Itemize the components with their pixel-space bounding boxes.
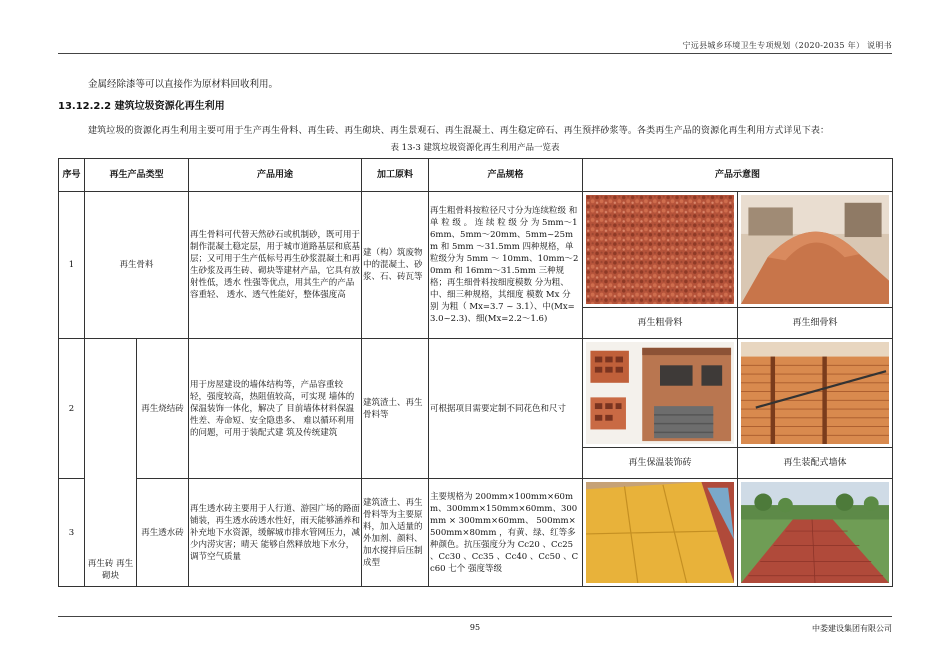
row-no: 2 <box>59 339 85 479</box>
row-spec: 再生粗骨料按粒径尺寸分为连续粒级 和 单 粒 级 。 连 续 粒 级 分 为 5mm～16mm、5mm～20mm、5mm~25mm 和 5mm ～31.5mm 四种规格，单粒级分为 5mm ～ 10mm、10mm～20mm 和 16mm～31.5mm 三种规格；再生细骨料按细度模数 分为粗、 中、细三种规格，其细度 模数 Mx 分 别 为粗（ Mx=3.7 ~ 3.1）、中(Mx=3.0~2.3)、细(Mx=2.2～1.6) <box>429 192 583 339</box>
header-divider <box>58 53 892 54</box>
table-caption: 表 13-3 建筑垃圾资源化再生利用产品一览表 <box>390 143 560 153</box>
row-type: 再生烧结砖 <box>137 339 189 479</box>
permeable-brick-image <box>586 482 734 583</box>
row-images <box>583 479 893 587</box>
row-type: 再生透水砖 <box>137 479 189 587</box>
prefab-wall-image <box>741 342 889 444</box>
fine-aggregate-image <box>741 195 889 304</box>
row-use: 再生骨料可代替天然砂石或机制砂，既可用于制作混凝土稳定层，用于城市道路基层和底基层；又可用于生产低标号再生砂浆混凝土和再生砂浆及再生砖、砌块等建材产品，它具有放射性低，透水 性强等优点，用其生产的产品容重轻、 透水、透气性能好，整体强度高 <box>189 192 362 339</box>
page-header-title: 宁远县城乡环境卫生专项规划（2020-2035 年） 说明书 <box>682 41 892 50</box>
table-row <box>59 192 893 339</box>
image-caption: 再生装配式墙体 <box>738 447 892 478</box>
header-use: 产品用途 <box>189 159 362 192</box>
permeable-paving-image <box>741 482 889 583</box>
company-name: 中娄建设集团有限公司 <box>812 624 892 633</box>
row-images <box>583 339 893 479</box>
row-images <box>583 192 893 339</box>
recycling-products-table <box>58 158 893 587</box>
row-spec: 主要规格为 200mm×100mm×60m m、300mm×150mm×60mm、300mm × 300mm×60mm、 500mm×500mm×80mm ，有黄、绿、红等多种颜色。抗压强度分为 Cc20 、Cc25 、Cc30 、Cc35 、Cc40 、Cc50 、Cc60 七个 强度等级 <box>429 479 583 587</box>
row-material: 建筑渣土、再生骨料等 <box>362 339 429 479</box>
section-heading: 13.12.2.2 建筑垃圾资源化再生利用 <box>58 101 225 112</box>
insulated-brick-image <box>586 342 734 444</box>
header-material: 加工原料 <box>362 159 429 192</box>
page-number: 95 <box>469 623 481 632</box>
row-material: 建筑渣土、再生骨料等为主要原料，加入适量的外加剂、颜料、加水搅拌后压制成型 <box>362 479 429 587</box>
paragraph-metal: 金属经除漆等可以直接作为原材料回收利用。 <box>88 79 279 90</box>
header-spec: 产品规格 <box>429 159 583 192</box>
header-type: 再生产品类型 <box>85 159 189 192</box>
row-type: 再生骨料 <box>85 192 189 339</box>
image-caption: 再生粗骨料 <box>583 307 737 338</box>
row-no: 1 <box>59 192 85 339</box>
coarse-aggregate-image <box>586 195 734 304</box>
header-no: 序号 <box>59 159 85 192</box>
footer-divider <box>58 616 892 617</box>
header-image: 产品示意图 <box>583 159 893 192</box>
table-row <box>59 339 893 479</box>
row-use: 用于房屋建设的墙体结构等，产品容重较 轻，强度较高，热阻值较高，可实现 墙体的保温装饰一体化，解决了 目前墙体材料保温性差、寿命短、安全隐患多、 难以循环利用的问题，可用于装配式建 筑及传统建筑 <box>189 339 362 479</box>
image-caption: 再生细骨料 <box>738 307 892 338</box>
row-type-group: 再生砖 再生砌块 <box>85 339 137 587</box>
row-spec: 可根据项目需要定制不同花色和尺寸 <box>429 339 583 479</box>
intro-paragraph: 建筑垃圾的资源化再生利用主要可用于生产再生骨料、再生砖、再生砌块、再生景观石、再生混凝土、再生稳定碎石、再生预拌砂浆等。各类再生产品的资源化再生利用方式详见下表： <box>88 126 830 136</box>
row-material: 建（构）筑废物中的混凝土、砂浆、石、砖瓦等 <box>362 192 429 339</box>
image-caption: 再生保温装饰砖 <box>583 447 737 478</box>
row-no: 3 <box>59 479 85 587</box>
row-use: 再生透水砖主要用于人行道、游园广场的路面铺装，再生透水砖透水性好，雨天能够涵养和补充地下水资源，缓解城市排水管网压力，减少内涝灾害；晴天 能够自然释放地下水分，调节空气质量 <box>189 479 362 587</box>
table-row <box>59 479 893 587</box>
table-header-row <box>59 159 893 192</box>
